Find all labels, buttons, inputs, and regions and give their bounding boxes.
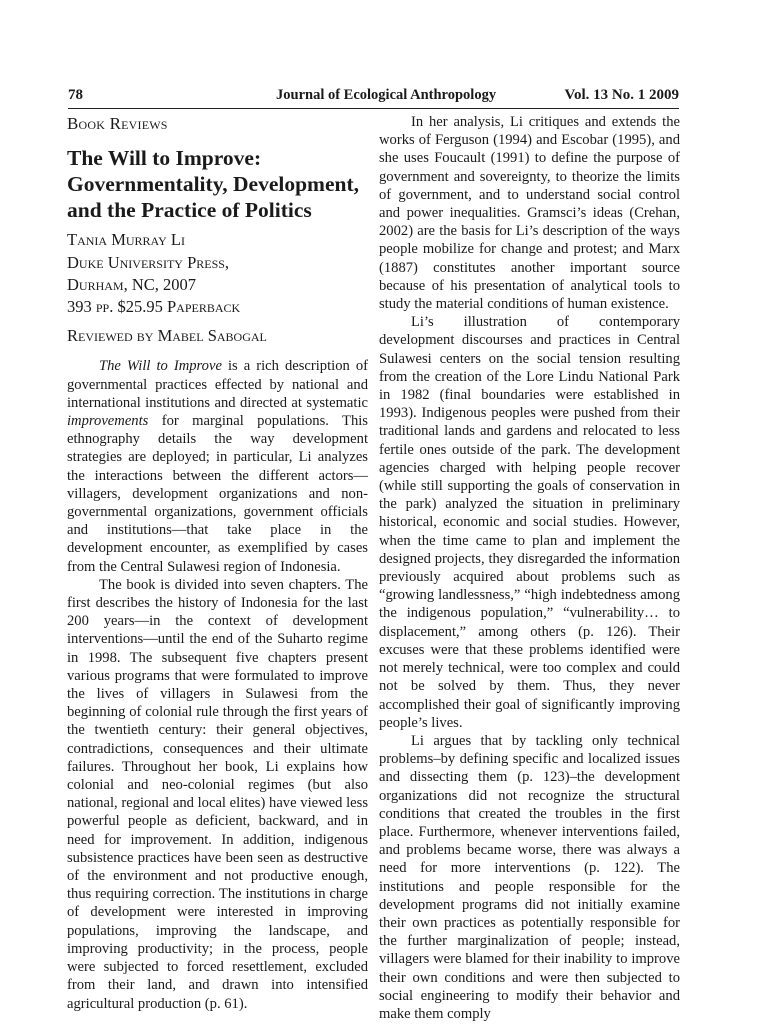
volume-issue: Vol. 13 No. 1 2009 bbox=[564, 87, 679, 103]
book-title-line: and the Practice of Politics bbox=[67, 198, 312, 223]
paragraph-text: is a rich description of governmental practices effected by national and international institutions and directed at systematic bbox=[67, 358, 368, 411]
italic-emphasis: improvements bbox=[67, 413, 149, 429]
body-paragraph: Li argues that by tackling only technical problems–by defining specific and localized issues and dissecting them (p. 123)–the development organizations did not recognize the structural conditions that created the troubles in the first place. Furthermore, whenever interventions failed, and problems became worse, there was always a need for more interventions (p. 122). The institutions and people responsible for the development programs did not initially examine their own practices as potentially responsible for the further marginalization of people; instead, villagers were blamed for their inability to improve their own conditions and were then subjected to social engineering to modify their behavior and make them comply bbox=[379, 732, 680, 1022]
paragraph-text: for marginal populations. This ethnography details the way development strategies are deployed; in particular, Li analyzes the interactions between the different actors—villagers, development organizations and non-governmental organizations, government officials and institutions—that take place in the development encounter, as exemplified by cases from the Central Sulawesi region of Indonesia. bbox=[67, 413, 368, 575]
book-author: Tania Murray Li bbox=[67, 230, 185, 250]
book-title-line: The Will to Improve: bbox=[67, 146, 262, 171]
pages-price-format: 393 pp. $25.95 Paperback bbox=[67, 297, 241, 317]
publication-place-year: Durham, NC, 2007 bbox=[67, 274, 197, 294]
reviewer-byline: Reviewed by Mabel Sabogal bbox=[67, 326, 267, 346]
right-column bbox=[379, 113, 680, 1023]
running-header bbox=[68, 86, 679, 109]
page-number: 78 bbox=[68, 87, 83, 103]
section-heading: Book Reviews bbox=[67, 114, 168, 133]
journal-title: Journal of Ecological Anthropology bbox=[276, 87, 497, 103]
book-publisher: Duke University Press, bbox=[67, 252, 230, 272]
book-title-line: Governmentality, Development, bbox=[67, 172, 359, 197]
left-column bbox=[67, 113, 368, 1013]
italic-book-title: The Will to Improve bbox=[99, 358, 222, 375]
body-paragraph: Li’s illustration of contemporary development discourses and practices in Central Sulawesi centers on the social tension resulting from the creation of the Lore Lindu National Park in 1982 (final boundaries were established in 1993). Indigenous peoples were pushed from their traditional lands and gardens and relocated to less fertile ones outside of the park. The development agencies charged with helping people recover (while still supporting the goals of conservation in the park) analyzed the situation in preliminary historical, economic and social studies. However, when the time came to plan and implement the designed projects, they disregarded the information previously acquired about problems such as “growing landlessness,” “high indebtedness among the indigenous population,” “vulnerability… to displacement,” among others (p. 126). Their excuses were that these problems identified were not merely technical, were too complex and could not be solved by them. Thus, they never accomplished their goal of significantly improving people’s lives. bbox=[379, 314, 680, 731]
body-paragraph: In her analysis, Li critiques and extends the works of Ferguson (1994) and Escobar (1995), and she uses Foucault (1991) to define the purpose of government and sovereignty, to theorize the limits of government, and to understand social control and power inequalities. Gramsci’s ideas (Crehan, 2002) are the basis for Li’s description of the ways people mobilize for change and protest; and Marx (1887) constitutes another important source because of his presentation of analytical tools to study the material conditions of human existence. bbox=[379, 114, 680, 313]
body-paragraph bbox=[67, 357, 368, 575]
body-paragraph: The book is divided into seven chapters. The first describes the history of Indonesia for the last 200 years—in the context of development interventions—until the end of the Suharto regime in 1998. The subsequent five chapters present various programs that were formulated to improve the lives of villagers in Sulawesi from the beginning of colonial rule through the first years of the twentieth century: their general objectives, contradictions, consequences and their ultimate failures. Throughout her book, Li explains how colonial and neo-colonial regimes (but also national, regional and local elites) have viewed less powerful people as deficient, backward, and in need for improvement. In addition, indigenous subsistence practices have been seen as destructive of the environment and not productive enough, thus requiring correction. The institutions in charge of development were interested in improving populations, improving the landscape, and improving productivity; in the process, people were subjected to forced resettlement, excluded from their land, and drawn into intensified agricultural production (p. 61). bbox=[67, 576, 368, 1012]
book-title bbox=[67, 145, 368, 223]
